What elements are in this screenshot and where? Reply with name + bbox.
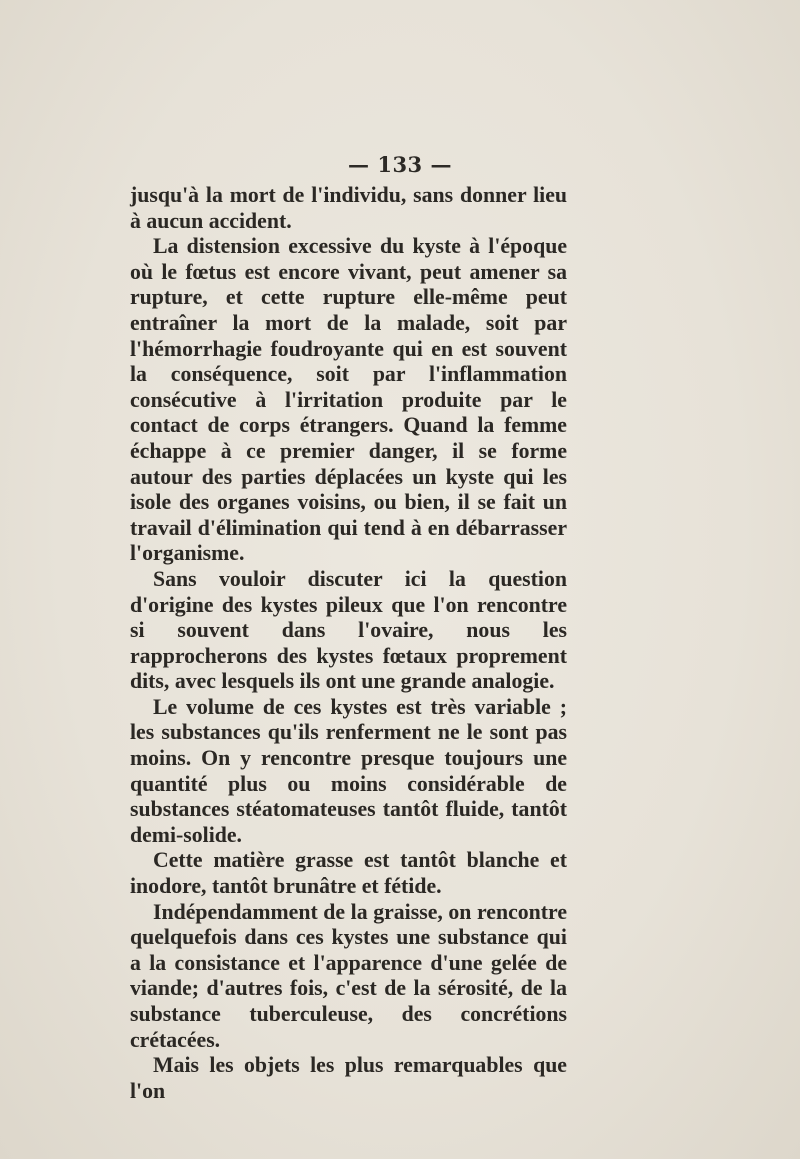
paragraph-7: Mais les objets les plus remarquables que l'on (130, 1053, 567, 1103)
paragraph-2: La distension excessive du kyste à l'époque où le fœtus est encore vivant, peut amener sa rupture, et cette rupture elle-même peut entraîner la mort de la malade, soit par l'hémorrhagie foudroyante qui en est souvent la conséquence, soit par l'inflammation consécutive à l'irritation produite par le contact de corps étrangers. Quand la femme échappe à ce premier danger, il se forme autour des parties déplacées un kyste qui les isole des organes voisins, ou bien, il se fait un travail d'élimination qui tend à en débarrasser l'organisme. (130, 234, 567, 566)
paragraph-6: Indépendamment de la graisse, on rencontre quelquefois dans ces kystes une substance qui a la consistance et l'apparence d'une gelée de viande; d'autres fois, c'est de la sérosité, de la substance tuberculeuse, des concrétions crétacées. (130, 899, 567, 1052)
paragraph-3: Sans vouloir discuter ici la question d'origine des kystes pileux que l'on rencontre si souvent dans l'ovaire, nous les rapprocherons des kystes fœtaux proprement dits, avec lesquels ils ont une grande analogie. (130, 566, 567, 694)
page-number: — 133 — (348, 152, 452, 177)
paragraph-4: Le volume de ces kystes est très variable ; les substances qu'ils renferment ne le sont pas moins. On y rencontre presque toujours une quantité plus ou moins considérable de substances stéatomateuses tantôt fluide, tantôt demi-solide. (130, 694, 567, 847)
paragraph-5: Cette matière grasse est tantôt blanche et inodore, tantôt brunâtre et fétide. (130, 848, 567, 899)
body-text (130, 183, 567, 1104)
paragraph-1: jusqu'à la mort de l'individu, sans donner lieu à aucun accident. (130, 183, 567, 233)
